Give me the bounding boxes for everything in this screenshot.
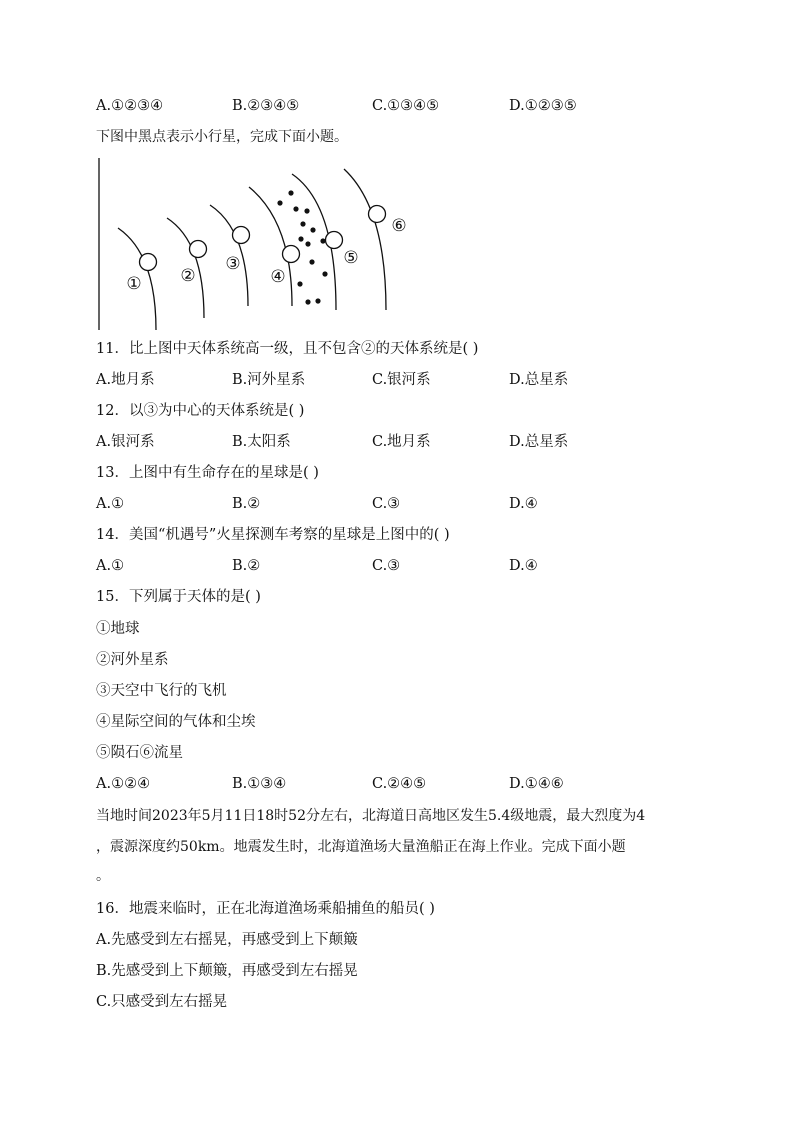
q11-option-b: B.河外星系 [232, 372, 306, 388]
q15-item-4: ④星际空间的气体和尘埃 [96, 714, 256, 730]
orbit-4 [249, 187, 292, 306]
q14-option-d: D.④ [509, 558, 538, 574]
intro-asteroids: 下图中黑点表示小行星，完成下面小题。 [96, 129, 348, 145]
q12-options [96, 432, 716, 452]
planet-5 [326, 232, 343, 249]
q13-option-b: B.② [232, 496, 261, 512]
q15-stem: 15．下列属于天体的是( ) [96, 589, 261, 605]
q16-stem: 16．地震来临时，正在北海道渔场乘船捕鱼的船员( ) [96, 901, 435, 917]
planet-label-5: ⑤ [343, 248, 359, 268]
q11-stem: 11．比上图中天体系统高一级，且不包含②的天体系统是( ) [96, 341, 479, 357]
solar-system-diagram [96, 156, 416, 332]
intro-earthquake-line-3: 。 [96, 868, 110, 884]
q16-option-b: B.先感受到上下颠簸，再感受到左右摇晃 [96, 963, 358, 979]
planet-label-2: ② [180, 266, 196, 286]
q10-option-a: A.①②③④ [96, 98, 164, 114]
q15-option-a: A.①②④ [96, 776, 151, 792]
q16-option-c: C.只感受到左右摇晃 [96, 994, 228, 1010]
planet-3 [233, 227, 250, 244]
planet-label-6: ⑥ [391, 216, 407, 236]
q10-options [96, 96, 716, 116]
q11-option-a: A.地月系 [96, 372, 155, 388]
planet-label-1: ① [126, 274, 142, 294]
q15-option-d: D.①④⑥ [509, 776, 564, 792]
q12-option-a: A.银河系 [96, 434, 155, 450]
intro-earthquake-line-2: ，震源深度约50km。地震发生时，北海道渔场大量渔船正在海上作业。完成下面小题 [96, 839, 626, 855]
q14-option-b: B.② [232, 558, 261, 574]
q10-option-c: C.①③④⑤ [372, 98, 440, 114]
q12-option-c: C.地月系 [372, 434, 431, 450]
q11-option-c: C.银河系 [372, 372, 431, 388]
orbit-6 [344, 169, 386, 310]
q13-options [96, 494, 716, 514]
planet-2 [190, 241, 207, 258]
q15-option-b: B.①③④ [232, 776, 287, 792]
q15-item-2: ②河外星系 [96, 652, 169, 668]
q13-stem: 13．上图中有生命存在的星球是( ) [96, 465, 319, 481]
q13-option-d: D.④ [509, 496, 538, 512]
q12-stem: 12．以③为中心的天体系统是( ) [96, 403, 305, 419]
planet-1 [140, 254, 157, 271]
q11-options [96, 370, 716, 390]
q15-item-3: ③天空中飞行的飞机 [96, 683, 227, 699]
q10-option-b: B.②③④⑤ [232, 98, 300, 114]
planet-label-4: ④ [270, 267, 286, 287]
q12-option-b: B.太阳系 [232, 434, 291, 450]
q14-options [96, 556, 716, 576]
q10-option-d: D.①②③⑤ [509, 98, 577, 114]
q15-item-5: ⑤陨石⑥流星 [96, 745, 183, 761]
q15-option-c: C.②④⑤ [372, 776, 427, 792]
q14-stem: 14．美国“机遇号”火星探测车考察的星球是上图中的( ) [96, 527, 450, 543]
q13-option-a: A.① [96, 496, 125, 512]
q15-options [96, 774, 716, 794]
q13-option-c: C.③ [372, 496, 401, 512]
q14-option-c: C.③ [372, 558, 401, 574]
planet-4 [283, 246, 300, 263]
intro-earthquake-line-1: 当地时间2023年5月11日18时52分左右，北海道日高地区发生5.4级地震，最大烈度为4 [96, 808, 646, 824]
q12-option-d: D.总星系 [509, 434, 569, 450]
q14-option-a: A.① [96, 558, 125, 574]
planet-label-3: ③ [225, 254, 241, 274]
q11-option-d: D.总星系 [509, 372, 569, 388]
planet-6 [369, 206, 386, 223]
q16-option-a: A.先感受到左右摇晃，再感受到上下颠簸 [96, 932, 358, 948]
q15-item-1: ①地球 [96, 621, 140, 637]
